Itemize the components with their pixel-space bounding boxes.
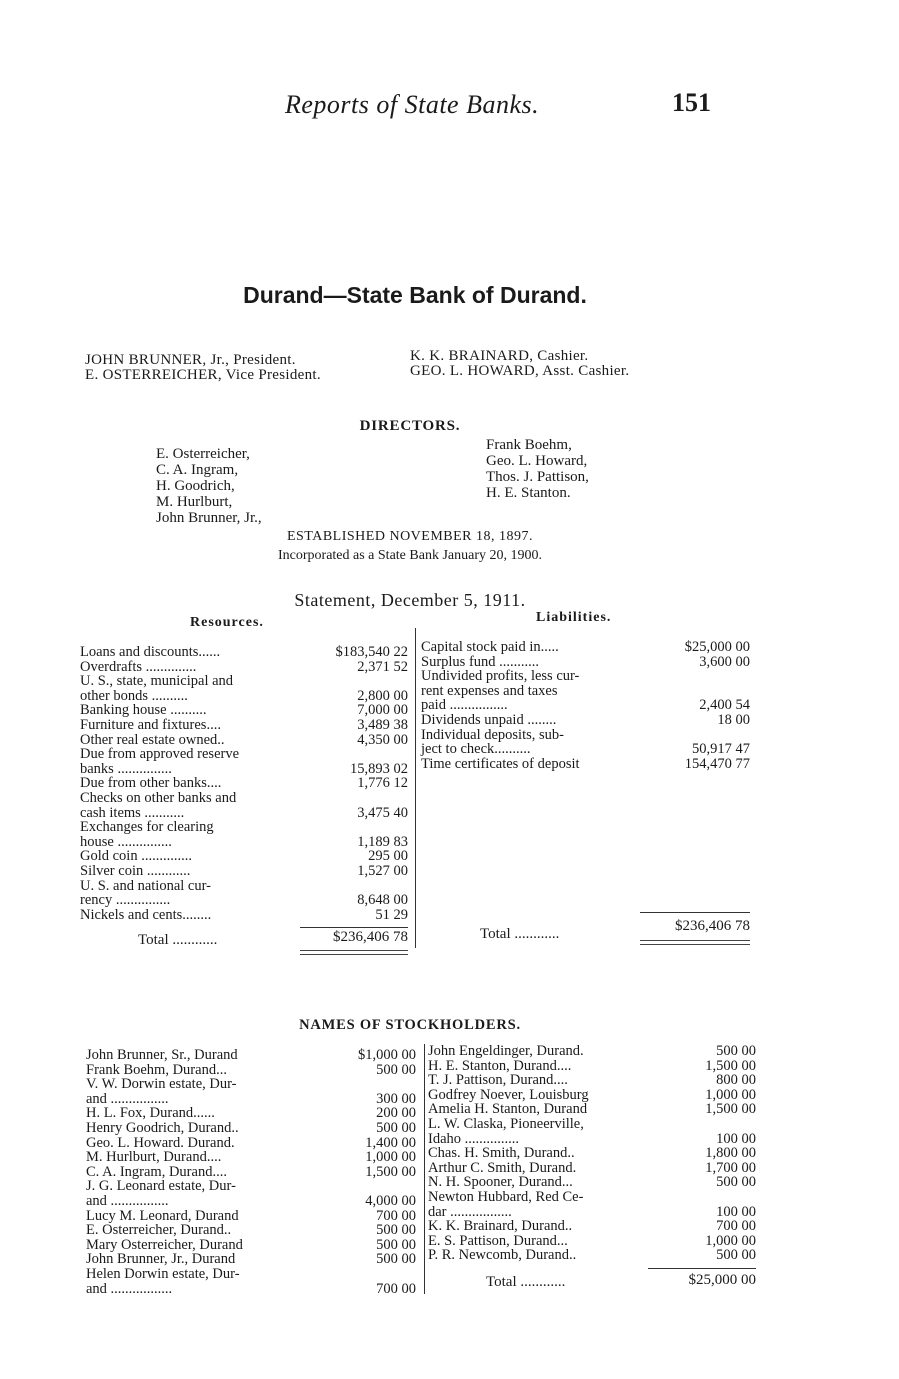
stockholder-row-label: Chas. H. Smith, Durand.. (428, 1145, 575, 1162)
stockholder-row-amount: 1,000 00 (365, 1149, 416, 1166)
resource-row-amount: 3,475 40 (357, 804, 408, 821)
stockholder-row (86, 1223, 418, 1238)
stockholders-sum-rule (648, 1268, 756, 1269)
stockholder-row (428, 1117, 756, 1132)
director-name: H. E. Stanton. (486, 485, 571, 501)
officer-vice-president: E. OSTERREICHER, Vice President. (85, 367, 321, 383)
resource-row-label: U. S. and national cur- (80, 877, 211, 894)
stockholder-row (86, 1252, 418, 1267)
liabilities-double-rule (640, 940, 750, 945)
stockholders-total-amount: $25,000 00 (688, 1272, 756, 1288)
resource-row-amount: 15,893 02 (350, 760, 408, 777)
liability-row (421, 698, 751, 713)
stockholder-row (86, 1106, 418, 1121)
stockholder-row-amount: 500 00 (716, 1174, 756, 1191)
resource-row (80, 776, 410, 791)
liabilities-total-label: Total ............ (480, 926, 560, 942)
running-head (0, 90, 899, 126)
stockholder-row (428, 1248, 756, 1263)
stockholder-row-amount: 1,800 00 (705, 1145, 756, 1162)
stockholder-row-amount: 1,000 00 (705, 1232, 756, 1249)
stockholder-row-label: H. E. Stanton, Durand.... (428, 1057, 572, 1074)
liability-row-label: ject to check.......... (421, 741, 531, 758)
resource-row-label: U. S., state, municipal and (80, 673, 234, 690)
resource-row-label: Banking house .......... (80, 702, 207, 719)
stockholder-row-label: John Brunner, Jr., Durand (86, 1251, 236, 1268)
director-name: Frank Boehm, (486, 437, 572, 453)
stockholder-row (428, 1059, 756, 1074)
liability-row-label: Dividends unpaid ........ (421, 711, 557, 728)
stockholder-row-label: C. A. Ingram, Durand.... (86, 1163, 227, 1180)
stockholder-row (428, 1044, 756, 1059)
director-name: Thos. J. Pattison, (486, 469, 589, 485)
stockholder-row-label: V. W. Dorwin estate, Dur- (86, 1076, 237, 1093)
stockholder-row-amount: 500 00 (376, 1119, 416, 1136)
resource-row (80, 893, 410, 908)
resource-row-label: cash items ........... (80, 804, 185, 821)
stockholders-total-label: Total ............ (486, 1274, 566, 1290)
resource-row-amount: $183,540 22 (335, 644, 408, 660)
stockholder-row (428, 1219, 756, 1234)
stockholder-row-amount: 700 00 (716, 1218, 756, 1235)
resource-row-label: rency ............... (80, 892, 171, 909)
resource-row-label: Other real estate owned.. (80, 731, 225, 748)
liabilities-ledger (421, 640, 751, 771)
resource-row-amount: 1,776 12 (357, 775, 408, 792)
stockholder-row-label: dar ................. (428, 1203, 512, 1220)
resources-total-label: Total ............ (138, 932, 218, 948)
resource-row-amount: 4,350 00 (357, 731, 408, 748)
stockholder-row (428, 1161, 756, 1176)
stockholder-row-label: J. G. Leonard estate, Dur- (86, 1178, 236, 1195)
stockholder-row (428, 1102, 756, 1117)
stockholder-row (86, 1238, 418, 1253)
resources-sum-rule (300, 927, 408, 928)
resource-row (80, 762, 410, 777)
resource-row-label: Loans and discounts...... (80, 644, 221, 660)
liability-row-label: Undivided profits, less cur- (421, 668, 580, 685)
liability-row-label: Time certificates of deposit (421, 755, 580, 772)
stockholders-right-list (428, 1044, 756, 1263)
resource-row (80, 835, 410, 850)
stockholder-row-label: Mary Osterreicher, Durand (86, 1236, 243, 1253)
directors-left (156, 446, 262, 526)
resource-row (80, 864, 410, 879)
stockholder-row (428, 1146, 756, 1161)
resource-row-label: Furniture and fixtures.... (80, 716, 221, 733)
resource-row-amount: 2,371 52 (357, 658, 408, 675)
bank-title: Durand—State Bank of Durand. (243, 282, 587, 308)
stockholder-row-amount: 500 00 (716, 1247, 756, 1264)
liability-row (421, 757, 751, 772)
stockholder-row-amount: 1,500 00 (705, 1057, 756, 1074)
liability-row (421, 655, 751, 670)
director-name: Geo. L. Howard, (486, 453, 588, 469)
resource-row (80, 806, 410, 821)
stockholder-row (86, 1063, 418, 1078)
incorporated-line: Incorporated as a State Bank January 20, 1900. (278, 548, 542, 563)
stockholder-row-amount: 200 00 (376, 1105, 416, 1122)
stockholders-left-list (86, 1048, 418, 1296)
resource-row-label: Overdrafts .............. (80, 658, 197, 675)
liability-row (421, 640, 751, 655)
resource-row-label: Gold coin .............. (80, 848, 192, 865)
resource-row-amount: 8,648 00 (357, 892, 408, 909)
liability-row-label: Capital stock paid in..... (421, 639, 559, 655)
stockholder-row-label: and ................ (86, 1192, 169, 1209)
stockholder-row-label: E. Osterreicher, Durand.. (86, 1222, 232, 1239)
statement-title: Statement, December 5, 1911. (294, 590, 526, 610)
stockholder-row-label: Henry Goodrich, Durand.. (86, 1119, 239, 1136)
resources-ledger (80, 645, 410, 922)
resource-row (80, 718, 410, 733)
stockholders-divider (424, 1044, 425, 1294)
stockholder-row-label: H. L. Fox, Durand...... (86, 1105, 215, 1122)
resource-row (80, 703, 410, 718)
resource-row (80, 849, 410, 864)
stockholder-row (86, 1150, 418, 1165)
stockholder-row-label: Frank Boehm, Durand... (86, 1061, 227, 1078)
stockholder-row-amount: 700 00 (376, 1207, 416, 1224)
stockholder-row (86, 1194, 418, 1209)
director-name: John Brunner, Jr., (156, 510, 262, 526)
stockholder-row-label: John Engeldinger, Durand. (428, 1043, 584, 1059)
running-head-title: Reports of State Banks. (285, 90, 540, 119)
liability-row-amount: $25,000 00 (684, 639, 750, 655)
stockholder-row (86, 1077, 418, 1092)
resource-row-label: Due from other banks.... (80, 775, 222, 792)
stockholder-row-amount: 800 00 (716, 1072, 756, 1089)
director-name: C. A. Ingram, (156, 462, 239, 478)
liability-row (421, 742, 751, 757)
resource-row (80, 660, 410, 675)
liability-row-label: rent expenses and taxes (421, 682, 558, 699)
stockholder-row-label: Helen Dorwin estate, Dur- (86, 1265, 240, 1282)
resources-double-rule (300, 950, 408, 955)
stockholder-row-label: Geo. L. Howard. Durand. (86, 1134, 235, 1151)
liability-row (421, 669, 751, 684)
stockholder-row-amount: 1,000 00 (705, 1086, 756, 1103)
liability-row-amount: 2,400 54 (699, 697, 750, 714)
resource-row (80, 747, 410, 762)
resource-row-amount: 295 00 (368, 848, 408, 865)
directors-right (486, 437, 589, 501)
liability-row-label: Individual deposits, sub- (421, 726, 564, 743)
stockholder-row (86, 1267, 418, 1282)
resource-row-label: other bonds .......... (80, 687, 188, 704)
stockholder-row (86, 1179, 418, 1194)
officer-cashier: K. K. BRAINARD, Cashier. (410, 348, 589, 364)
established-line: ESTABLISHED NOVEMBER 18, 1897. (286, 529, 534, 544)
stockholder-row-amount: 1,500 00 (365, 1163, 416, 1180)
resources-total-amount: $236,406 78 (333, 929, 408, 945)
liabilities-sum-rule (640, 912, 750, 913)
directors-heading: DIRECTORS. (359, 418, 461, 434)
liability-row-amount: 50,917 47 (692, 741, 750, 758)
resource-row (80, 674, 410, 689)
page-number: 151 (672, 88, 711, 117)
resource-row-amount: 7,000 00 (357, 702, 408, 719)
stockholder-row (428, 1205, 756, 1220)
stockholder-row-label: T. J. Pattison, Durand.... (428, 1072, 568, 1089)
resource-row-label: house ............... (80, 833, 172, 850)
stockholder-row-label: N. H. Spooner, Durand... (428, 1174, 573, 1191)
stockholder-row-amount: 100 00 (716, 1203, 756, 1220)
officer-president: JOHN BRUNNER, Jr., President. (85, 352, 296, 368)
liability-row-label: paid ................ (421, 697, 508, 714)
stockholder-row (428, 1190, 756, 1205)
stockholder-row-label: and ................ (86, 1090, 169, 1107)
liability-row-amount: 3,600 00 (699, 653, 750, 670)
liability-row-label: Surplus fund ........... (421, 653, 540, 670)
stockholders-heading: NAMES OF STOCKHOLDERS. (299, 1017, 521, 1033)
stockholder-row (86, 1048, 418, 1063)
stockholder-row-label: and ................. (86, 1280, 173, 1297)
resource-row-label: Due from approved reserve (80, 746, 240, 763)
stockholder-row-amount: 100 00 (716, 1130, 756, 1147)
stockholder-row-label: L. W. Claska, Pioneerville, (428, 1115, 584, 1132)
director-name: H. Goodrich, (156, 478, 235, 494)
stockholder-row-label: Newton Hubbard, Red Ce- (428, 1188, 584, 1205)
resource-row (80, 689, 410, 704)
officer-asst-cashier: GEO. L. HOWARD, Asst. Cashier. (410, 363, 630, 379)
stockholder-row (86, 1282, 418, 1297)
resource-row (80, 908, 410, 923)
liabilities-heading: Liabilities. (536, 610, 612, 625)
resource-row-label: Nickels and cents........ (80, 906, 212, 923)
resource-row-amount: 1,189 83 (357, 833, 408, 850)
stockholder-row-amount: 500 00 (376, 1251, 416, 1268)
liability-row (421, 728, 751, 743)
resource-row-label: banks ............... (80, 760, 172, 777)
liability-row (421, 713, 751, 728)
stockholder-row-amount: 300 00 (376, 1090, 416, 1107)
stockholder-row-amount: 500 00 (376, 1236, 416, 1253)
liability-row-amount: 18 00 (717, 711, 750, 728)
stockholder-row (86, 1165, 418, 1180)
resources-heading: Resources. (190, 615, 264, 630)
resource-row (80, 645, 410, 660)
stockholder-row-amount: 4,000 00 (365, 1192, 416, 1209)
stockholder-row-label: P. R. Newcomb, Durand.. (428, 1247, 577, 1264)
stockholder-row (428, 1175, 756, 1190)
resource-row (80, 733, 410, 748)
resource-row-amount: 3,489 38 (357, 716, 408, 733)
stockholder-row (86, 1209, 418, 1224)
stockholder-row (428, 1132, 756, 1147)
resource-row-label: Checks on other banks and (80, 789, 237, 806)
stockholder-row (428, 1234, 756, 1249)
statement-divider (415, 628, 416, 948)
resource-row-label: Exchanges for clearing (80, 819, 214, 836)
stockholder-row-amount: 500 00 (716, 1043, 756, 1059)
stockholder-row-label: K. K. Brainard, Durand.. (428, 1218, 573, 1235)
stockholder-row-amount: 1,500 00 (705, 1101, 756, 1118)
liability-row-amount: 154,470 77 (684, 755, 750, 772)
stockholder-row (86, 1092, 418, 1107)
stockholder-row (428, 1088, 756, 1103)
stockholder-row-label: Idaho ............... (428, 1130, 520, 1147)
stockholder-row-amount: 700 00 (376, 1280, 416, 1297)
resource-row-amount: 2,800 00 (357, 687, 408, 704)
director-name: M. Hurlburt, (156, 494, 233, 510)
stockholder-row-amount: 500 00 (376, 1222, 416, 1239)
resource-row-amount: 1,527 00 (357, 862, 408, 879)
stockholder-row-amount: 1,400 00 (365, 1134, 416, 1151)
stockholder-row (428, 1073, 756, 1088)
stockholder-row-label: Lucy M. Leonard, Durand (86, 1207, 239, 1224)
stockholder-row-amount: 1,700 00 (705, 1159, 756, 1176)
stockholder-row (86, 1136, 418, 1151)
stockholder-row-label: Arthur C. Smith, Durand. (428, 1159, 577, 1176)
resource-row (80, 820, 410, 835)
stockholder-row-amount: $1,000 00 (358, 1047, 416, 1063)
resource-row-label: Silver coin ............ (80, 862, 191, 879)
resource-row (80, 791, 410, 806)
stockholder-row (86, 1121, 418, 1136)
stockholder-row-label: John Brunner, Sr., Durand (86, 1047, 238, 1063)
resource-row-amount: 51 29 (375, 906, 408, 923)
stockholder-row-amount: 500 00 (376, 1061, 416, 1078)
stockholder-row-label: Amelia H. Stanton, Durand (428, 1101, 588, 1118)
stockholder-row-label: M. Hurlburt, Durand.... (86, 1149, 222, 1166)
resource-row (80, 879, 410, 894)
director-name: E. Osterreicher, (156, 446, 250, 462)
stockholder-row-label: Godfrey Noever, Louisburg (428, 1086, 589, 1103)
liability-row (421, 684, 751, 699)
stockholder-row-label: E. S. Pattison, Durand... (428, 1232, 568, 1249)
liabilities-total-amount: $236,406 78 (675, 918, 750, 934)
